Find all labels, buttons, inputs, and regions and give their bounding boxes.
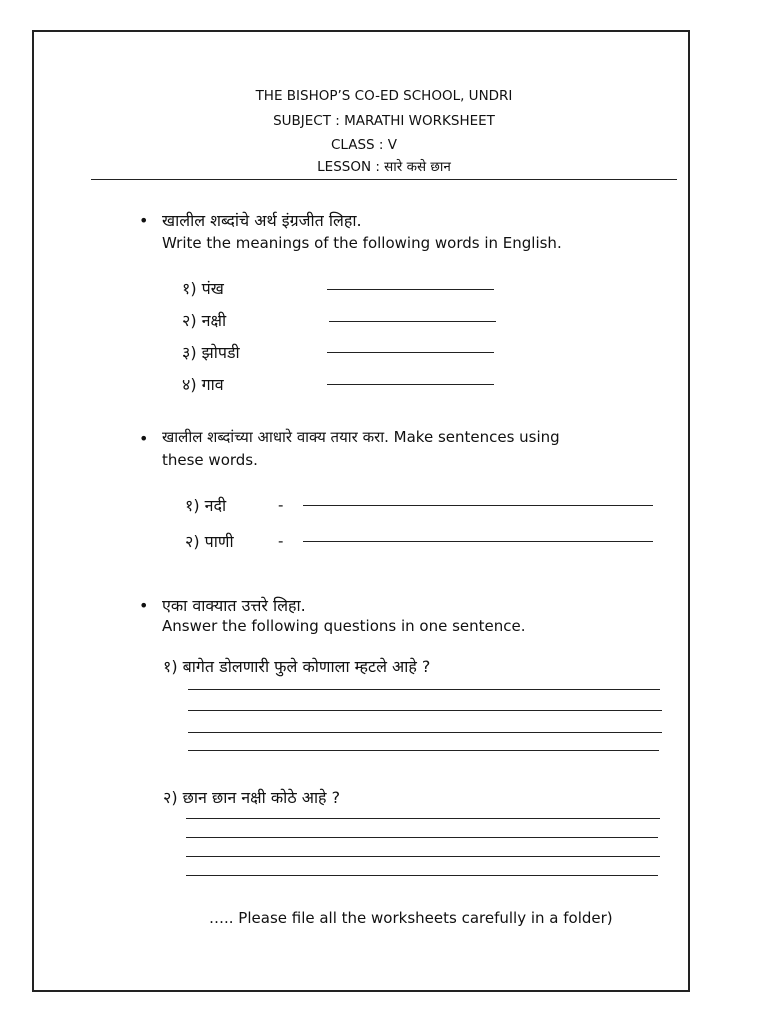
word-item-2: २) नक्षी: [182, 311, 227, 330]
answer-line[interactable]: [186, 818, 660, 819]
bullet-icon: •: [139, 429, 149, 448]
answer-line[interactable]: [303, 505, 653, 506]
answer-line[interactable]: [327, 289, 494, 290]
answer-line[interactable]: [303, 541, 653, 542]
question-1: १) बागेत डोलणारी फुले कोणाला म्हटले आहे ?: [163, 657, 431, 676]
section1-instruction-english: Write the meanings of the following words in English.: [162, 234, 562, 252]
answer-line[interactable]: [188, 732, 662, 733]
answer-line[interactable]: [188, 710, 662, 711]
answer-line[interactable]: [186, 875, 658, 876]
header-divider: [91, 179, 677, 180]
answer-line[interactable]: [188, 750, 659, 751]
lesson-line: LESSON : सारे कसे छान: [317, 159, 451, 175]
question-2: २) छान छान नक्षी कोठे आहे ?: [163, 788, 341, 807]
word-item-3: ३) झोपडी: [182, 343, 240, 362]
answer-line[interactable]: [327, 384, 494, 385]
sentence-item-1: १) नदी: [185, 496, 227, 515]
subject-line: SUBJECT : MARATHI WORKSHEET: [273, 113, 495, 129]
answer-line[interactable]: [186, 856, 660, 857]
section1-instruction-marathi: खालील शब्दांचे अर्थ इंग्रजीत लिहा.: [162, 211, 362, 230]
section2-instruction-line2: these words.: [162, 451, 258, 469]
section3-instruction-marathi: एका वाक्यात उत्तरे लिहा.: [162, 596, 306, 615]
bullet-icon: •: [139, 596, 149, 615]
dash: -: [278, 496, 284, 514]
class-line: CLASS : V: [331, 137, 397, 153]
word-item-1: १) पंख: [182, 279, 224, 298]
bullet-icon: •: [139, 211, 149, 230]
sentence-item-2: २) पाणी: [185, 532, 234, 551]
answer-line[interactable]: [188, 689, 660, 690]
answer-line[interactable]: [186, 837, 658, 838]
answer-line[interactable]: [327, 352, 494, 353]
section2-instruction-line1: खालील शब्दांच्या आधारे वाक्य तयार करा. Make sentences using: [162, 428, 560, 446]
footer-note: ….. Please file all the worksheets carefully in a folder): [209, 909, 613, 927]
dash: -: [278, 532, 284, 550]
answer-line[interactable]: [329, 321, 496, 322]
word-item-4: ४) गाव: [182, 375, 224, 394]
section3-instruction-english: Answer the following questions in one sentence.: [162, 617, 526, 635]
school-name: THE BISHOP’S CO-ED SCHOOL, UNDRI: [255, 88, 513, 104]
